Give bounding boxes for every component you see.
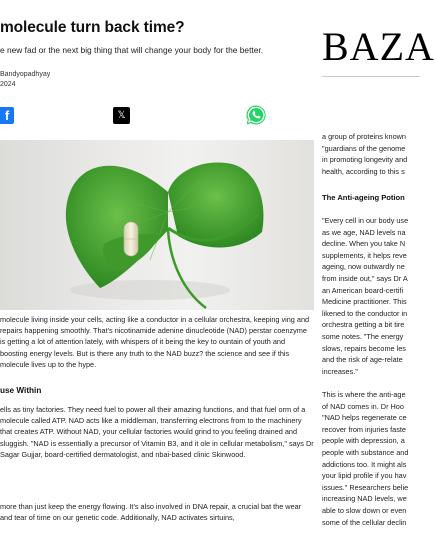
text-line: orchestra getting a bit tire [322, 320, 405, 330]
whatsapp-icon [245, 104, 267, 126]
text-line: "NAD helps regenerate ce [322, 413, 407, 423]
text-line: of NAD comes in. Dr Hoo [322, 401, 404, 411]
text-line: issues." Researchers belie [322, 482, 409, 492]
facebook-icon: f [4, 108, 10, 123]
text-line: able to slow down or even [322, 505, 407, 515]
text-line: your lipid profile if you hav [322, 471, 407, 481]
text-line: some notes. "The energy [322, 331, 404, 341]
publish-date: 2024 [0, 81, 16, 88]
text-line: likened to the conductor in [322, 308, 408, 318]
text-line: people with substance and [322, 447, 409, 457]
harpers-bazaar-logo[interactable]: BAZA [322, 24, 435, 69]
right-column-paragraph [322, 389, 420, 528]
text-line: a group of proteins known [322, 132, 406, 141]
text-line: from inside out," says Dr A [322, 273, 408, 283]
author-byline[interactable]: Bandyopadhyay [0, 71, 51, 78]
facebook-share-button[interactable] [0, 107, 14, 124]
section-heading-anti-ageing: The Anti-ageing Potion [322, 193, 405, 202]
header-divider [322, 76, 420, 77]
text-line: health, according to this s [322, 166, 405, 176]
text-line: Medicine practitioner. This [322, 297, 407, 307]
text-line: an American board-certifi [322, 285, 404, 295]
whatsapp-share-button[interactable] [245, 104, 267, 126]
text-line: slows, repairs become les [322, 343, 406, 353]
text-line: This is where the anti-age [322, 390, 406, 399]
article-subheading: e new fad or the next big thing that will change your body for the better. [0, 45, 264, 55]
article-paragraph: more than just keep the energy flowing. It's also involved in DNA repair, a crucial bat the wear and tear of time on our genetic code. Additionally, NAD activates sirtuins, [0, 502, 302, 523]
text-line: addictions too. It might als [322, 459, 407, 469]
text-line: as we age, NAD levels na [322, 227, 406, 237]
text-line: in promoting longevity and [322, 155, 408, 165]
section-heading: use Within [0, 386, 42, 395]
text-line: "guardians of the genome [322, 143, 406, 153]
text-line: and the risk of age-relate [322, 355, 403, 365]
x-icon: 𝕏 [117, 110, 126, 121]
text-line: ageing, now outwardly ne [322, 262, 405, 272]
right-column-paragraph [322, 215, 420, 377]
text-line: "Every cell in our body use [322, 216, 409, 225]
text-line: recover from injuries faste [322, 424, 406, 434]
article-intro-paragraph: molecule living inside your cells, acting like a conductor in a cellular orchestra, keeping ving and repairs happening smoothly. That's nicotinamide adenine dinucleotide (NAD) perstar coenzyme is getting a lot of attention lately, with whispers of it being the key to ountain of youth and boosting energy levels. But is there any truth to the NAD buzz? the science and see if this molecule lives up to the hype. [0, 315, 310, 369]
text-line: decline. When you take N [322, 239, 406, 249]
right-column-intro [322, 131, 420, 177]
ginkgo-leaf-capsule-photo [0, 140, 314, 310]
x-share-button[interactable] [113, 107, 130, 124]
article-paragraph: ells as tiny factories. They need fuel to power all their amazing functions, and that fuel orm of a molecule called ATP. NAD acts like a middleman, transferring electrons from to the machinery that creates ATP. Without NAD, your cellular factories would grind to you feeling drained and sluggish. "NAD is essentially a precursor of Vitamin B3, and it ole in cellular metabolism," says Dr Sagar Gujjar, board-certified dermatologist, and nbai-based clinic Skinwood. [0, 405, 314, 459]
text-line: increasing NAD levels, we [322, 494, 407, 504]
text-line: some of the cellular declin [322, 517, 407, 527]
article-headline: molecule turn back time? [0, 19, 185, 36]
hero-image [0, 140, 314, 310]
text-line: people with depression, a [322, 436, 405, 446]
text-line: supplements, it helps reve [322, 250, 407, 260]
text-line: increases." [322, 366, 358, 376]
